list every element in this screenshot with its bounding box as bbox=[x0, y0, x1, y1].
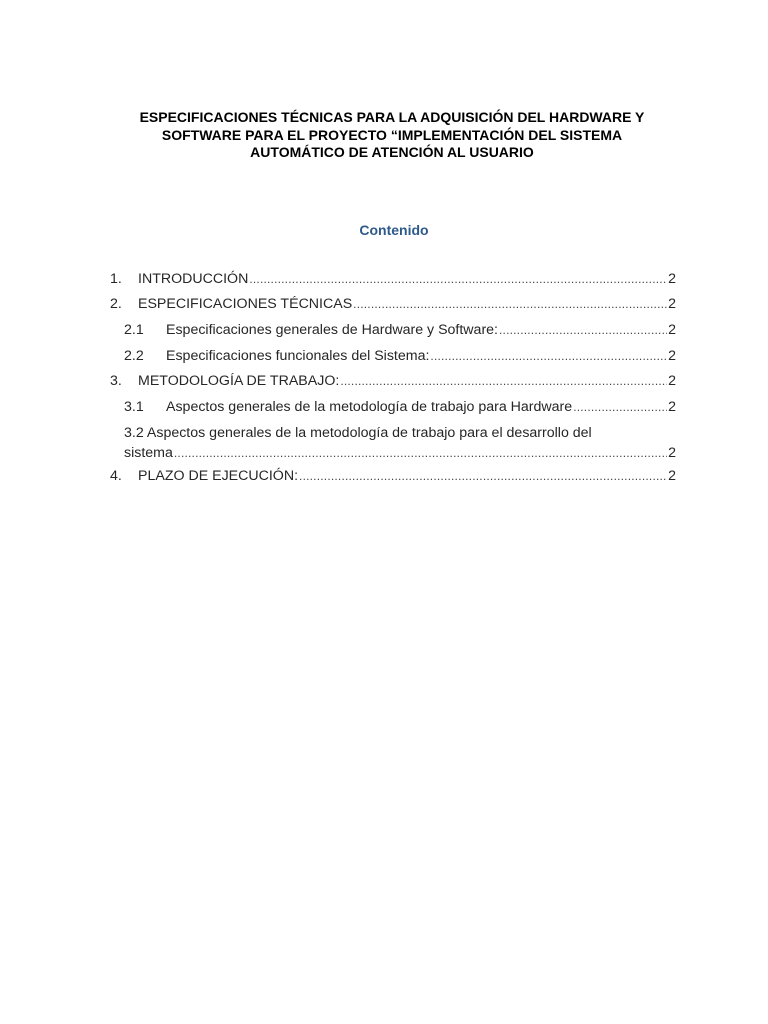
toc-entry-number: 2.2 bbox=[124, 348, 144, 364]
toc-entry-page: 2 bbox=[668, 296, 676, 312]
toc-entry-text: ESPECIFICACIONES TÉCNICAS bbox=[138, 296, 353, 312]
toc-leader-dots bbox=[299, 469, 667, 483]
toc-entry-page: 2 bbox=[668, 348, 676, 364]
toc-entry-number: 4. bbox=[110, 468, 122, 484]
toc-entry-number: 3.1 bbox=[124, 399, 144, 415]
toc-entry-especificaciones-tecnicas[interactable] bbox=[110, 296, 676, 316]
toc-leader-dots bbox=[499, 323, 667, 337]
title-line: SOFTWARE PARA EL PROYECTO “IMPLEMENTACIÓN DEL SISTEMA bbox=[161, 126, 623, 143]
toc-leader-dots bbox=[573, 400, 667, 414]
toc-entry-number: 3. bbox=[110, 373, 122, 389]
toc-leader-dots bbox=[353, 297, 667, 311]
toc-entry-text: Especificaciones funcionales del Sistema: bbox=[166, 348, 430, 364]
toc-heading: Contenido bbox=[359, 222, 429, 238]
toc-entry-page: 2 bbox=[668, 399, 676, 415]
toc-entry-number: 2.1 bbox=[124, 322, 144, 338]
toc-entry-text: 3.2 Aspectos generales de la metodología de trabajo para el desarrollo del bbox=[124, 425, 592, 441]
toc-entry-text: PLAZO DE EJECUCIÓN: bbox=[138, 468, 299, 484]
toc-entry-especificaciones-generales[interactable] bbox=[124, 322, 676, 342]
toc-entry-continuation bbox=[124, 443, 676, 463]
toc-entry-number: 2. bbox=[110, 296, 122, 312]
toc-leader-dots bbox=[430, 349, 667, 363]
toc-entry-page: 2 bbox=[668, 468, 676, 484]
toc-entry-page: 2 bbox=[668, 322, 676, 338]
toc-leader-dots bbox=[249, 272, 667, 286]
toc-entry-text-continued: sistema bbox=[124, 445, 173, 461]
toc-entry-metodologia[interactable] bbox=[110, 373, 676, 393]
toc-entry-number: 1. bbox=[110, 271, 122, 287]
toc-entry-plazo[interactable] bbox=[110, 468, 676, 488]
toc-entry-page: 2 bbox=[668, 271, 676, 287]
toc-entry-aspectos-desarrollo[interactable] bbox=[124, 423, 676, 463]
toc-leader-dots bbox=[340, 374, 667, 388]
toc-entry-page: 2 bbox=[668, 445, 676, 461]
toc-entry-introduccion[interactable] bbox=[110, 271, 676, 291]
toc-entry-especificaciones-funcionales[interactable] bbox=[124, 348, 676, 368]
title-line: ESPECIFICACIONES TÉCNICAS PARA LA ADQUISICIÓN DEL HARDWARE Y bbox=[139, 109, 645, 125]
toc-entry-aspectos-hardware[interactable] bbox=[124, 399, 676, 419]
toc-leader-dots bbox=[174, 443, 667, 463]
toc-entry-text: INTRODUCCIÓN bbox=[138, 271, 249, 287]
toc-entry-text: Aspectos generales de la metodología de trabajo para Hardware bbox=[166, 399, 573, 415]
toc-entry-text: METODOLOGÍA DE TRABAJO: bbox=[138, 373, 340, 389]
toc-entry-text: Especificaciones generales de Hardware y Software: bbox=[166, 322, 498, 338]
toc-entry-page: 2 bbox=[668, 373, 676, 389]
title-line: AUTOMÁTICO DE ATENCIÓN AL USUARIO bbox=[250, 144, 534, 160]
document-title bbox=[100, 109, 684, 162]
